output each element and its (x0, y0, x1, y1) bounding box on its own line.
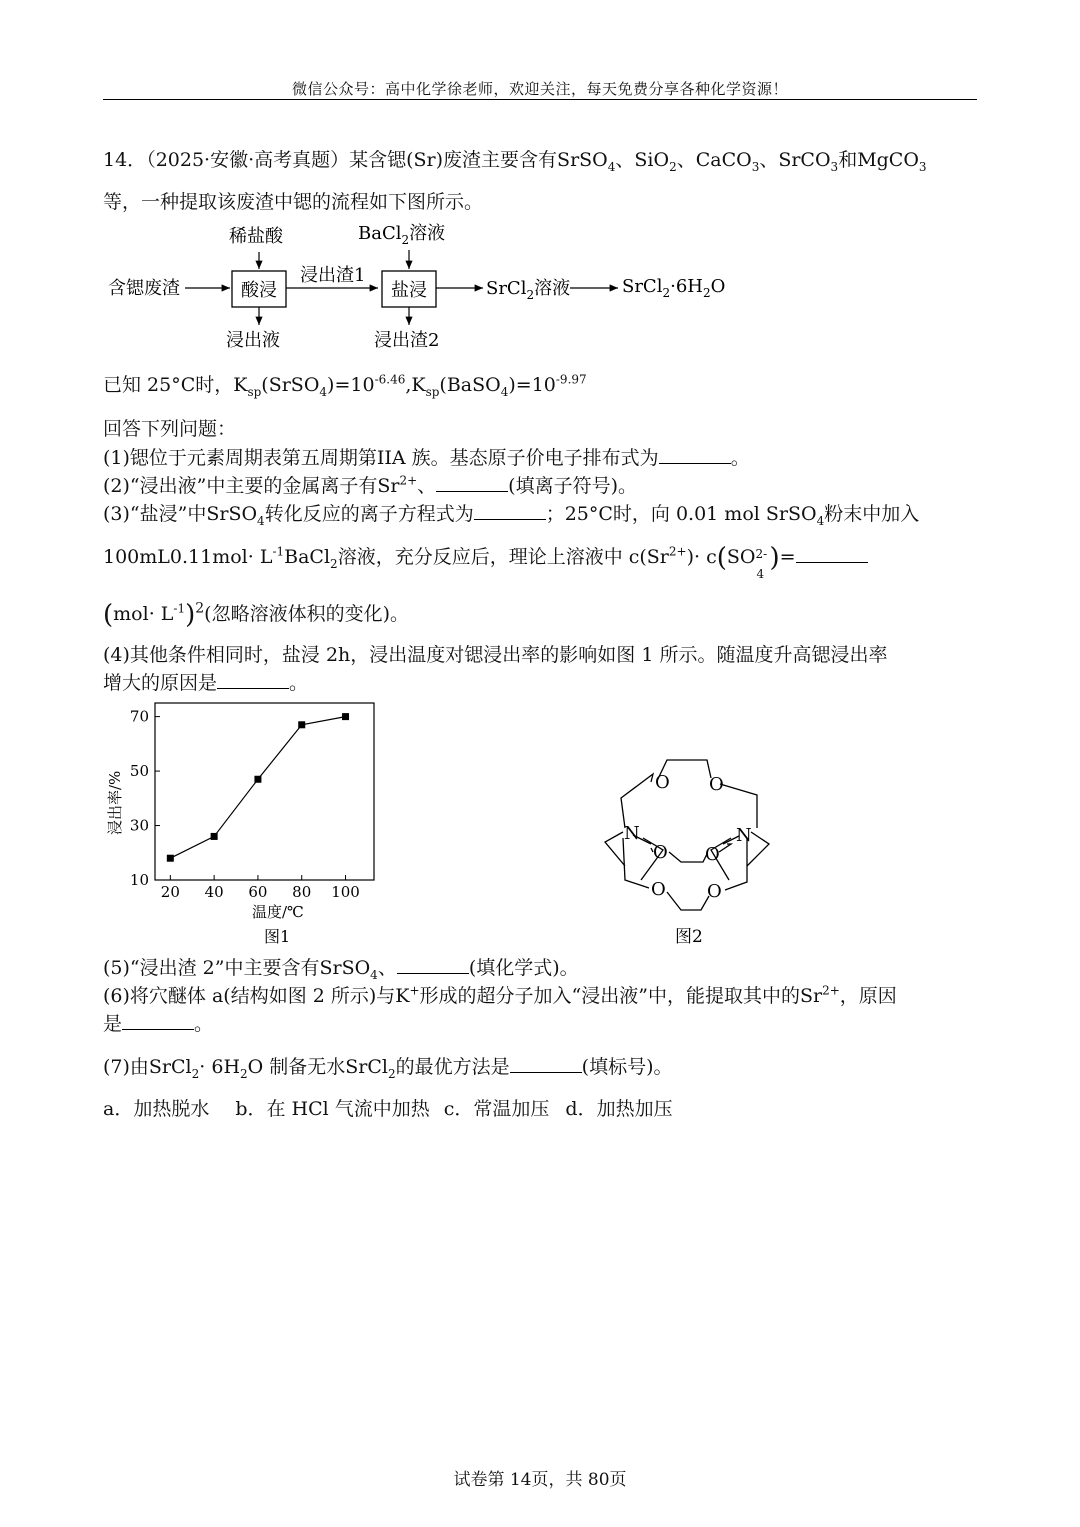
atom-o-mid-left: O (653, 842, 668, 863)
flow-box-salt-leach-label: 盐浸 (391, 280, 427, 301)
bond-n-left (605, 832, 625, 866)
flow-product-hydrate: $SrCl_2\cdot 6H_2O$ (622, 276, 726, 300)
chart-point (167, 855, 174, 862)
question-number: 14． (103, 149, 147, 171)
q6-line1: (6)将穴醚体 a(结构如图 2 所示)与K+形成的超分子加入“浸出液”中，能提取其中的$Sr^{2+}$，原因 (103, 983, 897, 1007)
q3-equation-blank[interactable] (474, 501, 546, 520)
q4-line1: (4)其他条件相同时，盐浸 2h，浸出温度对锶浸出率的影响如图 1 所示。随温度升高锶浸出率 (103, 644, 888, 666)
atom-o-top-right: O (709, 774, 724, 795)
q4-answer-blank[interactable] (217, 670, 289, 689)
chart-series-line (170, 717, 345, 859)
chart-point (342, 713, 349, 720)
chart-ytick-label: 70 (129, 707, 149, 726)
q1-answer-blank[interactable] (659, 445, 731, 464)
option-c[interactable]: c．常温加压 (443, 1098, 550, 1120)
chart-xtick-label: 20 (160, 883, 180, 901)
q7-answer-blank[interactable] (510, 1054, 582, 1073)
flow-leachate: 浸出液 (226, 330, 280, 351)
answer-intro: 回答下列问题： (103, 418, 237, 440)
chart-ytick-label: 50 (129, 762, 149, 781)
chart-xtick-label: 100 (331, 883, 360, 901)
chart-xtick-label: 40 (204, 883, 224, 901)
q3-line1: (3)“盐浸”中SrSO$_4$转化反应的离子方程式为 ；25°C时，向 0.01 mol SrSO$_4$粉末中加入 (103, 503, 920, 528)
figure2-caption: 图2 (675, 927, 703, 947)
chart-ytick-label: 10 (129, 871, 149, 889)
chart-ytick-label: 30 (129, 816, 149, 835)
chart-xlabel: 温度/℃ (252, 903, 304, 921)
q6-answer-blank[interactable] (122, 1011, 194, 1030)
q3-product-blank[interactable] (796, 544, 868, 563)
q1-line: (1)锶位于元素周期表第五周期第IIA 族。基态原子价电子排布式为 。 (103, 447, 750, 469)
chart-xtick-label: 60 (248, 883, 268, 901)
flow-residue-2: 浸出渣2 (374, 330, 440, 351)
question-source: （2025·安徽·高考真题） (146, 149, 350, 171)
q6-line2: 是 。 (103, 1013, 214, 1035)
option-b[interactable]: b．在 HCl 气流中加热 (235, 1098, 430, 1120)
flow-reagent-bacl2: BaCl$_2$溶液 (358, 223, 446, 247)
q5-line: (5)“浸出渣 2”中主要含有SrSO$_4$、 (填化学式)。 (103, 957, 579, 982)
figure1-chart (100, 695, 390, 950)
option-d[interactable]: d．加热加压 (565, 1098, 673, 1120)
bond-top-bridge (621, 774, 653, 828)
atom-o-mid-right: O (705, 844, 720, 865)
header-divider (103, 99, 977, 100)
flow-reagent-hcl: 稀盐酸 (229, 226, 283, 247)
chart-point (211, 833, 218, 840)
q2-line: (2)“浸出液”中主要的金属离子有$Sr^{2+}$、 (填离子符号)。 (103, 473, 637, 497)
chart-frame (155, 703, 374, 880)
chart-point (298, 721, 305, 728)
chart-point (254, 776, 261, 783)
chart-xtick-label: 80 (292, 883, 312, 901)
bond-bottom-bridge (623, 838, 649, 888)
q7-line: (7)由SrCl$_2$· $6H_2O$ 制备无水SrCl$_2$的最优方法是 (填标号)。 (103, 1056, 673, 1081)
chart-ylabel: 浸出率/% (106, 770, 124, 835)
flow-residue-1: 浸出渣1 (300, 265, 366, 286)
atom-n-right: N (736, 825, 752, 846)
option-a[interactable]: a．加热脱水 (103, 1098, 210, 1120)
known-ksp-line: 已知 25°C时，$K_{sp}(SrSO_4)=10^{-6.46},K_{sp}(BaSO_4)=10^{-9.97}$ (103, 372, 587, 399)
page-header: 微信公众号：高中化学徐老师，欢迎关注，每天免费分享各种化学资源！ (291, 80, 788, 98)
figure2-cryptand-structure (595, 740, 785, 950)
figure1-caption: 图1 (264, 927, 291, 946)
atom-o-bottom-left: O (651, 879, 666, 900)
flow-box-acid-leach-label: 酸浸 (241, 280, 277, 301)
atom-n-left: N (624, 823, 640, 844)
q4-line2: 增大的原因是 。 (103, 672, 309, 694)
q3-line3: $(mol\cdot L^{-1})^2$(忽略溶液体积的变化)。 (103, 600, 409, 630)
q7-options (103, 1096, 673, 1122)
process-flow-diagram (100, 215, 740, 355)
q5-answer-blank[interactable] (397, 955, 469, 974)
flow-input-material: 含锶废渣 (108, 278, 180, 299)
atom-o-bottom-right: O (707, 881, 722, 902)
flow-product-solution: SrCl$_2$溶液 (486, 278, 571, 302)
atom-o-top-left: O (655, 772, 670, 793)
page-footer: 试卷第 14页，共 80页 (453, 1470, 627, 1490)
question-stem-line1: 14．（2025·安徽·高考真题）某含锶(Sr)废渣主要含有SrSO$_4$、SiO$_2$、CaCO$_3$、SrCO$_3$和MgCO$_3$ (103, 149, 927, 174)
q2-answer-blank[interactable] (436, 473, 508, 492)
question-stem-line2: 等，一种提取该废渣中锶的流程如下图所示。 (103, 191, 484, 213)
q3-line2: $100mL0.11mol\cdot L^{-1}BaCl_2$溶液，充分反应后，理论上溶液中 $c(Sr^{2+})\cdot c(SO$ 2- 4 )= (103, 544, 868, 571)
